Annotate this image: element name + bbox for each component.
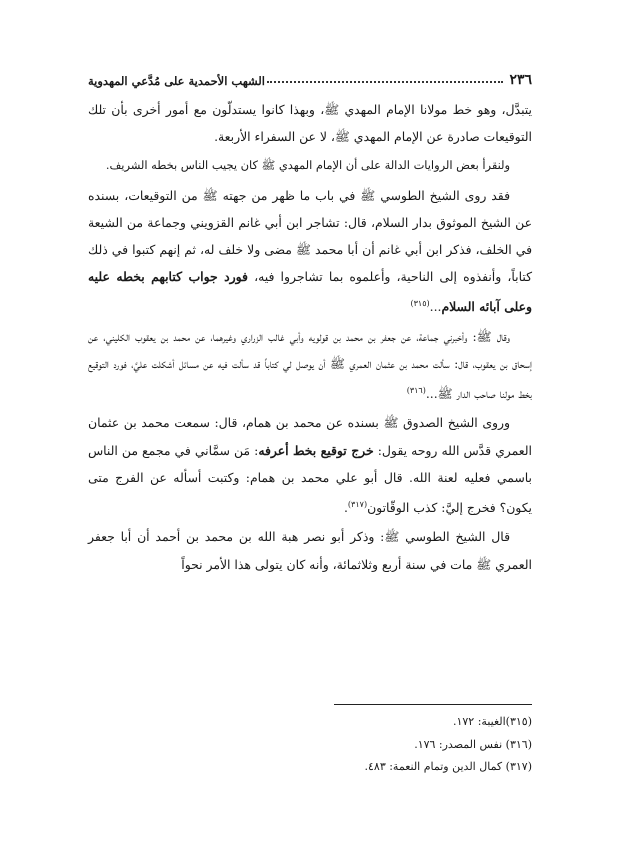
footnote-number: (٣١٦): [505, 737, 532, 751]
paragraph-text: يتبدَّل، وهو خط مولانا الإمام المهدي ﷺ، وبهذا كانوا يستدلّون مع أمور أخرى بأن تلك التوقيعات صادرة عن الإمام المهدي ﷺ، لا عن السفراء الأربعة.: [88, 102, 532, 145]
emphasized-quote: خرج توقيع بخط أعرفه: [258, 442, 374, 458]
footnote-text: الغيبة: ١٧٢.: [452, 715, 506, 728]
footnote-ref-316[interactable]: (٣١٦): [406, 386, 426, 396]
running-title: الشهب الأحمدية على مُدَّعي المهدوية: [88, 74, 265, 88]
paragraph-1: [88, 96, 532, 150]
footnote-number: (٣١٧): [505, 760, 532, 773]
paragraph-text: فقد روى الشيخ الطوسي ﷺ في باب ما ظهر من جهته ﷺ من التوقيعات، بسنده عن الشيخ الموثوق بدار السلام، قال: تشاجر ابن أبي غانم القزويني وجماعة من الشيعة في الخلف، فذكر ابن أبي غانم أن أبا محمد ﷺ مضى ولا خلف له، ثم إنهم كتبوا في ذلك كتاباً، وأنفذوه إلى الناحية، وأعلموه بما تشاجروا فيه،: [88, 187, 532, 285]
main-text: [88, 96, 532, 580]
paragraph-text: : مَن سمَّاني في مجمع من الناس باسمي فعليه لعنة الله. قال أبو علي محمد بن همام: وكتبت أسأله عن الفرج متى يكون؟ فخرج إليَّ: كذب الوقّاتون: [88, 442, 532, 516]
paragraph-text: وروى الشيخ الصدوق ﷺ بسنده عن محمد بن همام، قال: سمعت محمد بن عثمان العمري قدَّس الله روحه يقول:: [88, 415, 532, 458]
paragraph-6: [88, 523, 532, 577]
footnote-317: [232, 756, 532, 779]
footnote-ref-317[interactable]: (٣١٧): [347, 500, 368, 510]
footnote-315: [232, 711, 532, 734]
page-number: ٢٣٦: [509, 72, 532, 88]
footnote-text: نفس المصدر: ١٧٦.: [414, 737, 503, 751]
header-dot-leader: [267, 80, 503, 83]
paragraph-2: [88, 152, 532, 179]
footnote-number: (٣١٥): [505, 715, 532, 728]
footnote-separator: [334, 704, 532, 705]
footnotes: [232, 711, 532, 779]
footnote-text: كمال الدين وتمام النعمة: ٤٨٣.: [364, 760, 503, 773]
paragraph-3: [88, 182, 532, 321]
running-header: [88, 66, 532, 88]
paragraph-text: قال الشيخ الطوسي ﷺ: وذكر أبو نصر هبة الله بن محمد بن أحمد أن أبا جعفر العمري ﷺ مات في سنة أربع وثلاثمائة، وأنه كان يتولى هذا الأمر نحواً: [88, 529, 532, 572]
paragraph-text: ولنقرأ بعض الروايات الدالة على أن الإمام المهدي ﷺ كان يجيب الناس بخطه الشريف.: [105, 158, 510, 173]
paragraph-4: [88, 323, 532, 408]
emphasized-quote: فورد جواب كتابهم بخطه عليه وعلى آبائه السلام: [88, 269, 532, 315]
paragraph-5: [88, 409, 532, 521]
footnote-316: [232, 734, 532, 757]
paragraph-text: ...: [429, 299, 442, 315]
paragraph-text: وقال ﷺ: وأخبرني جماعة، عن جعفر بن محمد بن قولويه وأبي غالب الزراري وغيرهما، عن محمد بن يعقوب الكليني، عن إسحاق بن يعقوب، قال: سألت محمد بن عثمان العمري ﷺ أن يوصل لي كتاباً قد سألت فيه عن مسائل أشكلت عليَّ، فورد التوقيع بخط مولنا صاحب الدار ﷺ...: [88, 328, 532, 402]
footnote-ref-315[interactable]: (٣١٥): [410, 299, 430, 309]
paragraph-text: .: [343, 500, 348, 516]
